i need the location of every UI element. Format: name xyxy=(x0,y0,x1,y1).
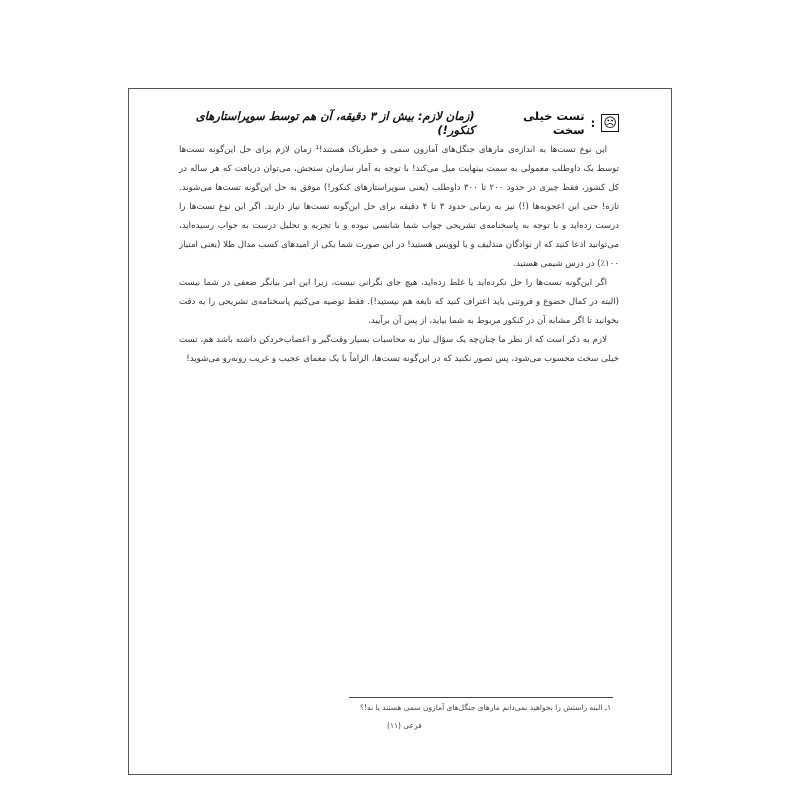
heading-separator: : xyxy=(590,116,596,130)
section-heading xyxy=(159,109,619,137)
heading-subtitle: (زمان لازم: بیش از ۳ دقیقه، آن هم توسط سوپراستارهای کنکور!) xyxy=(195,109,475,137)
confused-face-icon: ☹ xyxy=(601,114,619,132)
paragraph: اگر این‌گونه تست‌ها را حل نکرده‌اید یا غلط زده‌اید، هیچ جای نگرانی نیست، زیرا این امر بیانگر ضعفی در شما نیست (البته در کمال خضوع و فروتنی باید اعتراف کنید که نابغه هم نیستید!). فقط توصیه می‌کنیم پاسخنامه‌ی تشریحی را به دقت بخوانید تا اگر مشابه آن در کنکور مربوط به شما بیاید، از پس آن برآیید. xyxy=(179,278,619,326)
body-text xyxy=(179,141,619,369)
paragraph: این نوع تست‌ها به اندازه‌ی مارهای جنگل‌های آمازون سمی و خطرناک هستند!¹ زمان لازم برای حل این‌گونه تست‌ها توسط یک داوطلب معمولی به سمت بینهایت میل می‌کند! با توجه به آمار سازمان سنجش، می‌توان دریافت که هر ساله در کل کشور، فقط چیزی در حدود ۲۰۰ تا ۳۰۰ داوطلب (یعنی سوپراستارهای کنکور!) موفق به حل این‌گونه تست‌ها می‌شوند. تازه! حتی این اعجوبه‌ها (!) نیز به زمانی حدود ۳ تا ۴ دقیقه برای حل این‌گونه تست‌ها نیاز دارند. اگر این نوع تست‌ها را درست زده‌اید و با توجه به پاسخنامه‌ی تشریحی جواب شما شانسی نبوده و با تجزیه و تحلیل درست به جواب رسیده‌اید، می‌توانید ادعا کنید که از نوادگان مندلیف و یا لوویس هستید! در این صورت شما یکی از امیدهای کسب مدال طلا (یعنی امتیاز ۱۰۰٪) در درس شیمی هستید. xyxy=(179,145,620,269)
paragraph: لازم به ذکر است که از نظر ما چنان‌چه یک سؤال نیاز به محاسبات بسیار وقت‌گیر و اعصاب‌خردکن داشته باشد هم، تست خیلی سخت محسوب می‌شود، پس تصور نکنید که در این‌گونه تست‌ها، الزاماً با یک معمای عجیب و غریب روبه‌رو می‌شوید! xyxy=(179,335,619,364)
footnote: ۱ـ البته راستش را بخواهید نمی‌دانم مارهای جنگل‌های آمازون سمی هستند یا نه!؟ xyxy=(360,703,611,712)
heading-title: تست خیلی سخت xyxy=(523,109,585,137)
page-number: فرعی (۱۱) xyxy=(387,721,422,730)
footnote-divider xyxy=(349,697,613,698)
document-page xyxy=(128,88,672,775)
